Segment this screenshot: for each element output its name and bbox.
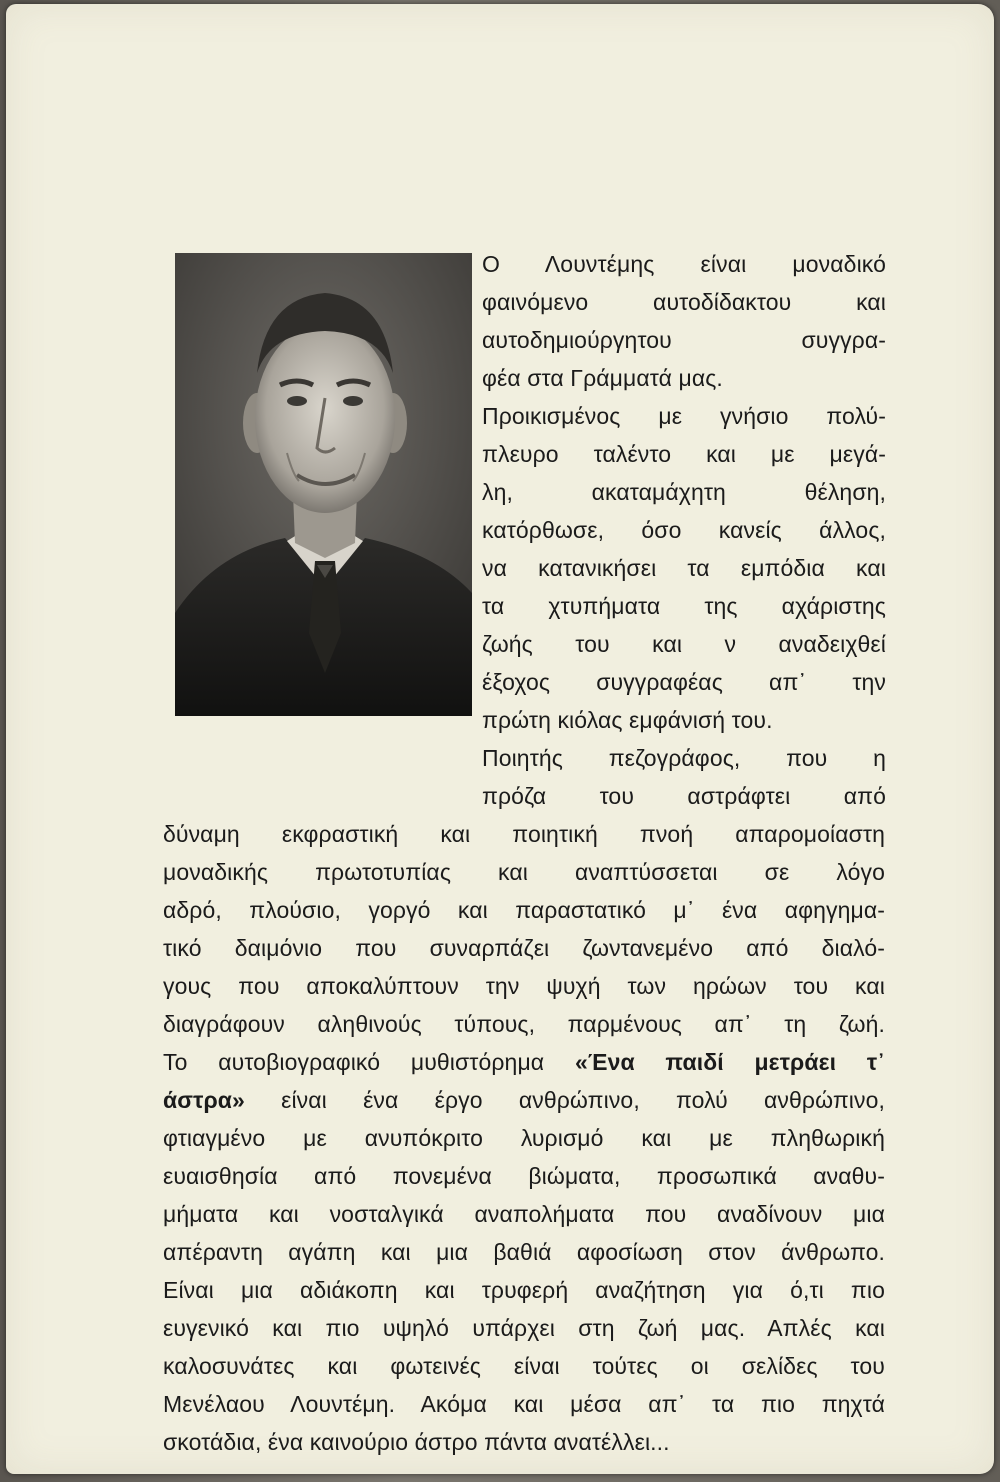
description-line: μήματα και νοσταλγικά αναπολήματα που αναδίνουν μια [163, 1201, 885, 1227]
bio-line: φαινόμενο αυτοδίδακτου και [482, 289, 886, 315]
bio-line: έξοχος συγγραφέας απ᾿ την [482, 669, 886, 695]
book-title: «Ένα παιδί μετράει τ᾿ [574, 1049, 885, 1075]
bio-line: δύναμη εκφραστική και ποιητική πνοή απαρομοίαστη [163, 821, 885, 847]
bio-line: φέα στα Γράμματά μας. [482, 365, 723, 391]
description-line: καλοσυνάτες και φωτεινές είναι τούτες οι σελίδες του [163, 1353, 885, 1379]
bio-line: τικό δαιμόνιο που συναρπάζει ζωντανεμένο από διαλό- [163, 935, 885, 961]
description-intro: Το αυτοβιογραφικό μυθιστόρημα [163, 1049, 545, 1075]
book-title: άστρα» [163, 1087, 245, 1113]
description-line: απέραντη αγάπη και μια βαθιά αφοσίωση στον άνθρωπο. [163, 1239, 885, 1265]
bio-line: πλευρο ταλέντο και με μεγά- [482, 441, 886, 467]
description-line: Είναι μια αδιάκοπη και τρυφερή αναζήτηση για ό,τι πιο [163, 1277, 885, 1303]
bio-line: αυτοδημιούργητου συγγρα- [482, 327, 886, 353]
description-line-with-title [163, 1047, 885, 1077]
bio-line: Ποιητής πεζογράφος, που η [482, 745, 886, 771]
book-back-cover [6, 4, 994, 1474]
bio-line: Προικισμένος με γνήσιο πολύ- [482, 403, 886, 429]
description-line: Μενέλαου Λουντέμη. Ακόμα και μέσα απ᾿ τα πιο πηχτά [163, 1391, 885, 1417]
description-line-with-title [163, 1085, 885, 1115]
bio-line: κατόρθωσε, όσο κανείς άλλος, [482, 517, 886, 543]
bio-line: τα χτυπήματα της αχάριστης [482, 593, 886, 619]
back-cover-text [6, 4, 994, 1474]
description-continuation: είναι ένα έργο ανθρώπινο, πολύ ανθρώπινο, [281, 1087, 885, 1113]
description-line: φτιαγμένο με ανυπόκριτο λυρισμό και με πληθωρική [163, 1125, 885, 1151]
bio-line: λη, ακαταμάχητη θέληση, [482, 479, 886, 505]
bio-line: αδρό, πλούσιο, γοργό και παραστατικό μ᾿ ένα αφηγημα- [163, 897, 885, 923]
bio-line: μοναδικής πρωτοτυπίας και αναπτύσσεται σε λόγο [163, 859, 885, 885]
description-line: σκοτάδια, ένα καινούριο άστρο πάντα ανατέλλει... [163, 1429, 670, 1455]
bio-line: πρώτη κιόλας εμφάνισή του. [482, 707, 773, 733]
bio-line: γους που αποκαλύπτουν την ψυχή των ηρώων του και [163, 973, 885, 999]
bio-line: ζωής του και ν αναδειχθεί [482, 631, 886, 657]
bio-line: πρόζα του αστράφτει από [482, 783, 886, 809]
bio-line: διαγράφουν αληθινούς τύπους, παρμένους απ᾿ τη ζωή. [163, 1011, 885, 1037]
bio-line: Ο Λουντέμης είναι μοναδικό [482, 251, 886, 277]
description-line: ευαισθησία από πονεμένα βιώματα, προσωπικά αναθυ- [163, 1163, 885, 1189]
bio-line: να κατανικήσει τα εμπόδια και [482, 555, 886, 581]
description-line: ευγενικό και πιο υψηλό υπάρχει στη ζωή μας. Απλές και [163, 1315, 885, 1341]
